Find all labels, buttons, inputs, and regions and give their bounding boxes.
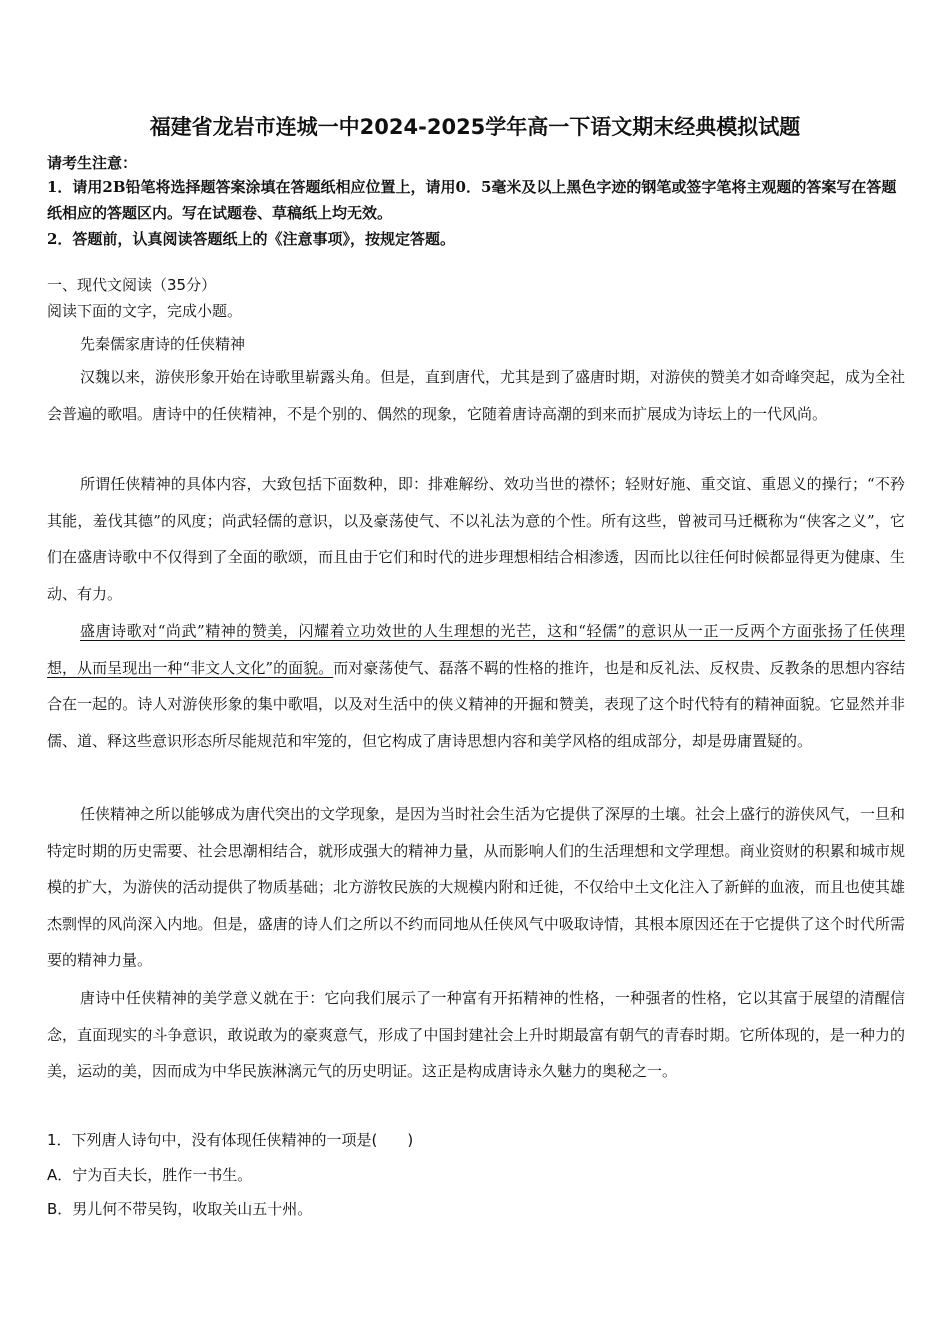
- reading-instruction: 阅读下面的文字，完成小题。: [47, 302, 243, 320]
- notice-heading: 请考生注意：: [47, 154, 138, 172]
- notice-item-2: 2．答题前，认真阅读答题纸上的《注意事项》，按规定答题。: [47, 230, 455, 248]
- paragraph-3-rest: 而对豪荡使气、磊落不羁的性格的推许，也是和反礼法、反权贵、反教条的思想内容结合在一起的。诗人对游侠形象的集中歌唱，以及对生活中的侠义精神的开掘和赞美，表现了这个时代特有的精神面貌。它显然并非儒、道、释这些意识形态所尽能规范和牢笼的，但它构成了唐诗思想内容和美学风格的组成部分，却是毋庸置疑的。: [47, 658, 905, 750]
- exam-title: 福建省龙岩市连城一中2024-2025学年高一下语文期末经典模拟试题: [149, 115, 801, 139]
- article-paragraph-4: 任侠精神之所以能够成为唐代突出的文学现象，是因为当时社会生活为它提供了深厚的土壤。社会上盛行的游侠风气，一旦和特定时期的历史需要、社会思潮相结合，就形成强大的精神力量，从而影响人们的生活理想和文学理想。商业资财的积累和城市规模的扩大，为游侠的活动提供了物质基础；北方游牧民族的大规模内附和迁徙，不仅给中土文化注入了新鲜的血液，而且也使其雄杰剽悍的风尚深入内地。但是，盛唐的诗人们之所以不约而同地从任侠风气中吸取诗情，其根本原因还在于它提供了这个时代所需要的精神力量。: [47, 805, 906, 970]
- article-paragraph-5: 唐诗中任侠精神的美学意义就在于：它向我们展示了一种富有开拓精神的性格，一种强者的性格，它以其富于展望的清醒信念，直面现实的斗争意识，敢说敢为的豪爽意气，形成了中国封建社会上升时期最富有朝气的青春时期。它所体现的，是一种力的美，运动的美，因而成为中华民族淋漓元气的历史明证。这正是构成唐诗永久魅力的奥秘之一。: [47, 989, 905, 1081]
- question-1-option-b: B．男儿何不带吴钩，收取关山五十州。: [47, 1200, 313, 1218]
- notice-item-1: 1．请用2B铅笔将选择题答案涂填在答题纸相应位置上，请用0．5毫米及以上黑色字迹的钢笔或签字笔将主观题的答案写在答题纸相应的答题区内。写在试题卷、草稿纸上均无效。: [47, 178, 897, 222]
- underlined-sentence: 盛唐诗歌对“尚武”精神的赞美，闪耀着立功效世的人生理想的光芒，这和“轻儒”的意识从一正一反两个方面张扬了任侠理想，从而呈现出一种“非文人文化”的面貌。: [47, 622, 905, 677]
- article-title: 先秦儒家唐诗的任侠精神: [80, 335, 246, 353]
- article-paragraph-3: [47, 613, 905, 759]
- article-paragraph-2: 所谓任侠精神的具体内容，大致包括下面数种，即：排难解纷、效功当世的襟怀；轻财好施、重交谊、重恩义的操行；“不矜其能，羞伐其德”的风度；尚武轻儒的意识，以及豪荡使气、不以礼法为意的个性。所有这些，曾被司马迁概称为“侠客之义”，它们在盛唐诗歌中不仅得到了全面的歌颂，而且由于它们和时代的进步理想相结合相渗透，因而比以往任何时候都显得更为健康、生动、有力。: [47, 475, 905, 603]
- question-1-stem: 1．下列唐人诗句中，没有体现任侠精神的一项是( ): [47, 1131, 414, 1149]
- question-1-option-a: A．宁为百夫长，胜作一书生。: [47, 1166, 253, 1184]
- section-heading: 一、现代文阅读（35分）: [47, 276, 217, 294]
- article-paragraph-1: 汉魏以来，游侠形象开始在诗歌里崭露头角。但是，直到唐代，尤其是到了盛唐时期，对游侠的赞美才如奇峰突起，成为全社会普遍的歌唱。唐诗中的任侠精神，不是个别的、偶然的现象，它随着唐诗高潮的到来而扩展成为诗坛上的一代风尚。: [47, 368, 906, 423]
